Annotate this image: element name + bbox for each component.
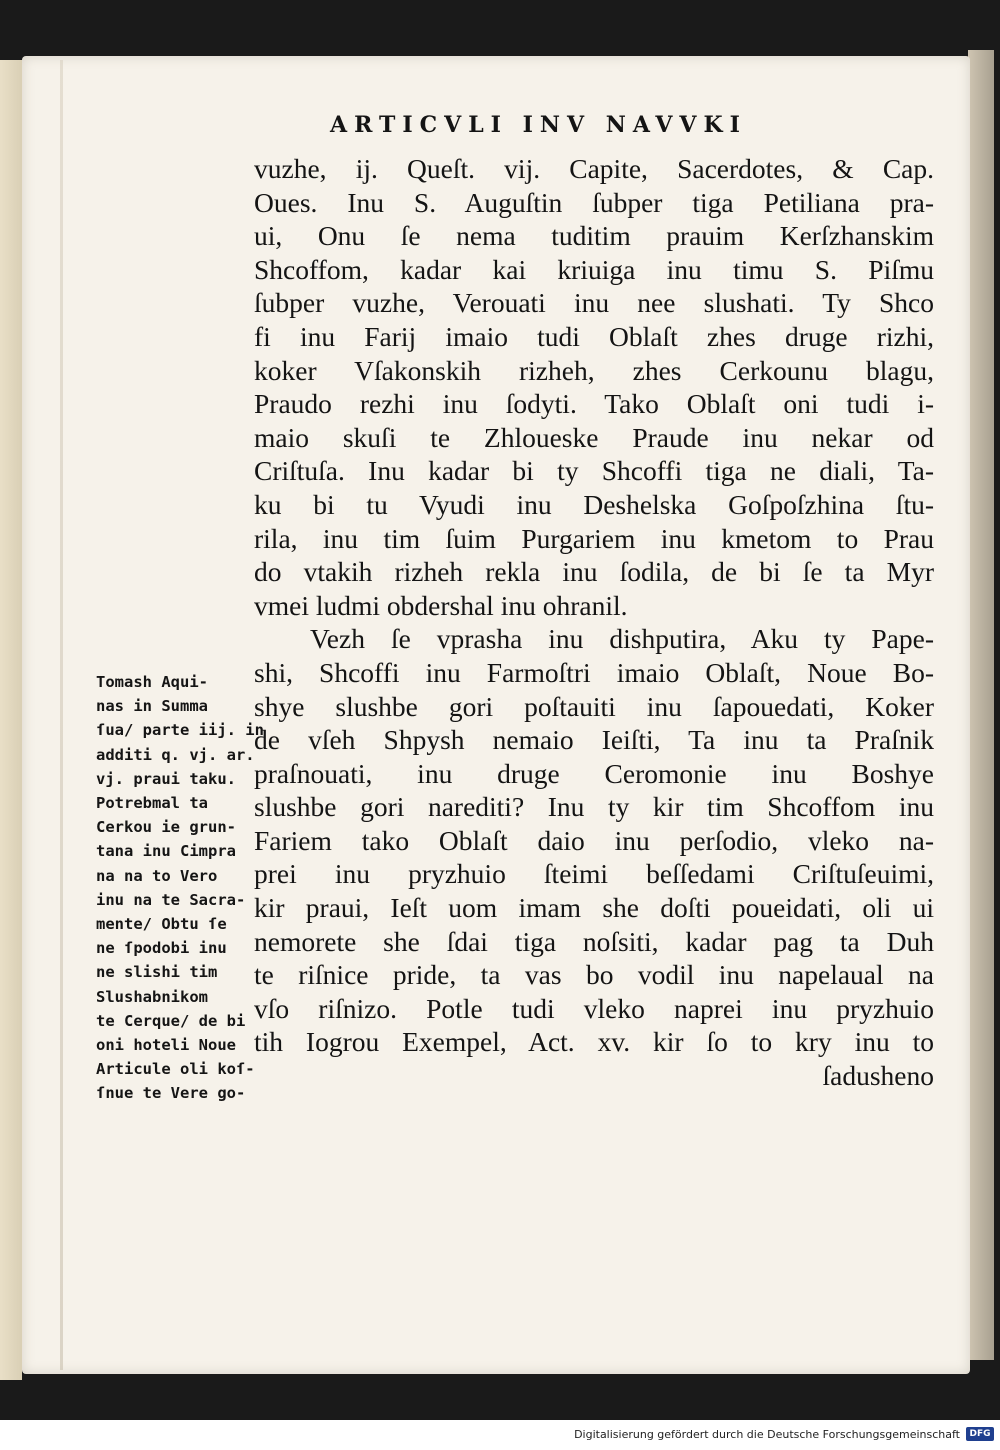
text-line: koker Vſakonskih rizheh, zhes Cerkounu blagu, [254,354,934,386]
marginal-note-line: Slushabnikom [96,987,208,1006]
marginal-note-line: Articule oli koſ- [96,1060,255,1079]
text-line: nemorete she ſdai tiga noſsiti, kadar pag ta Duh [254,925,934,957]
text-line: rila, inu tim ſuim Purgariem inu kmetom to Prau [254,522,934,554]
text-line: shi, Shcoffi inu Farmoſtri imaio Oblaſt, Noue Bo- [254,656,934,688]
text-line: Fariem tako Oblaſt daio inu perſodio, vleko na- [254,824,934,856]
text-line: maio skuſi te Zhloueske Praude inu nekar od [254,421,934,453]
footer-credit: Digitalisierung gefördert durch die Deutsche Forschungsgemeinschaft [574,1428,960,1441]
marginal-note-line: ſnue te Vere go- [96,1084,246,1103]
text-line: shye slushbe gori poſtauiti inu ſapouedati, Koker [254,690,934,722]
marginal-note-line: Cerkou ie grun- [96,818,236,837]
marginal-note-line: nas in Summa [96,697,208,716]
text-line: ſubper vuzhe, Verouati inu nee slushati. Ty Shco [254,287,934,319]
marginal-note-line: additi q. vj. ar. [96,745,255,764]
text-line: ku bi tu Vyudi inu Deshelska Goſpoſzhina ſtu- [254,488,934,520]
marginal-note-line: Potrebmal ta [96,794,208,813]
text-line: do vtakih rizheh rekla inu ſodila, de bi ſe ta Myr [254,556,934,588]
running-head: ARTICVLI INV NAVVKI [330,112,747,138]
marginal-note-line: vj. praui taku. [96,769,236,788]
text-line: ui, Onu ſe nema tuditim prauim Kerſzhanskim [254,220,934,252]
text-line: Vezh ſe vprasha inu dishputira, Aku ty Pape- [310,623,934,655]
text-line: prei inu pryzhuio ſteimi beſſedami Criſtuſeuimi, [254,858,934,890]
text-line: Shcoffom, kadar kai kriuiga inu timu S. Piſmu [254,253,934,285]
text-line: Praudo rezhi inu ſodyti. Tako Oblaſt oni tudi i- [254,388,934,420]
marginal-note-line: tana inu Cimpra [96,842,236,861]
text-line: ſadusheno [822,1060,934,1092]
marginal-note-line: ne slishi tim [96,963,218,982]
marginal-note-line: ne ſpodobi inu [96,939,227,958]
text-line: te riſnice pride, ta vas bo vodil inu napelaual na [254,959,934,991]
marginal-note-line: mente/ Obtu ſe [96,915,227,934]
main-text-block [254,152,934,1093]
page-right-edge [968,50,994,1360]
marginal-note-line: na na to Vero [96,866,218,885]
page-gutter-shadow [60,60,63,1370]
text-line: Oues. Inu S. Auguſtin ſubper tiga Petiliana pra- [254,186,934,218]
marginal-note-line: ſua/ parte iij. in [96,721,264,740]
text-line: vuzhe, ij. Queſt. vij. Capite, Sacerdotes, & Cap. [254,153,934,184]
text-line: vſo riſnizo. Potle tudi vleko naprei inu pryzhuio [254,992,934,1024]
text-line: fi inu Farij imaio tudi Oblaſt zhes druge rizhi, [254,320,934,352]
text-line: vmei ludmi obdershal inu ohranil. [254,589,628,621]
text-line: Criſtuſa. Inu kadar bi ty Shcoffi tiga ne diali, Ta- [254,455,934,487]
marginal-note-line: te Cerque/ de bi [96,1011,246,1030]
page-left-edge [0,60,22,1380]
text-line: praſnouati, inu druge Ceromonie inu Boshye [254,757,934,789]
marginal-note-line: inu na te Sacra- [96,890,246,909]
marginal-note [96,670,264,1106]
text-line: slushbe gori narediti? Inu ty kir tim Shcoffom inu [254,791,934,823]
text-line: kir praui, Ieſt uom imam she doſti poueidati, oli ui [254,892,934,924]
marginal-note-line: oni hoteli Noue [96,1036,236,1055]
text-line: de vſeh Shpysh nemaio Ieiſti, Ta inu ta Praſnik [254,724,934,756]
dfg-logo: DFG [966,1427,994,1441]
text-line: tih Iogrou Exempel, Act. xv. kir ſo to kry inu to [254,1026,934,1058]
marginal-note-line: Tomash Aqui- [96,673,208,691]
